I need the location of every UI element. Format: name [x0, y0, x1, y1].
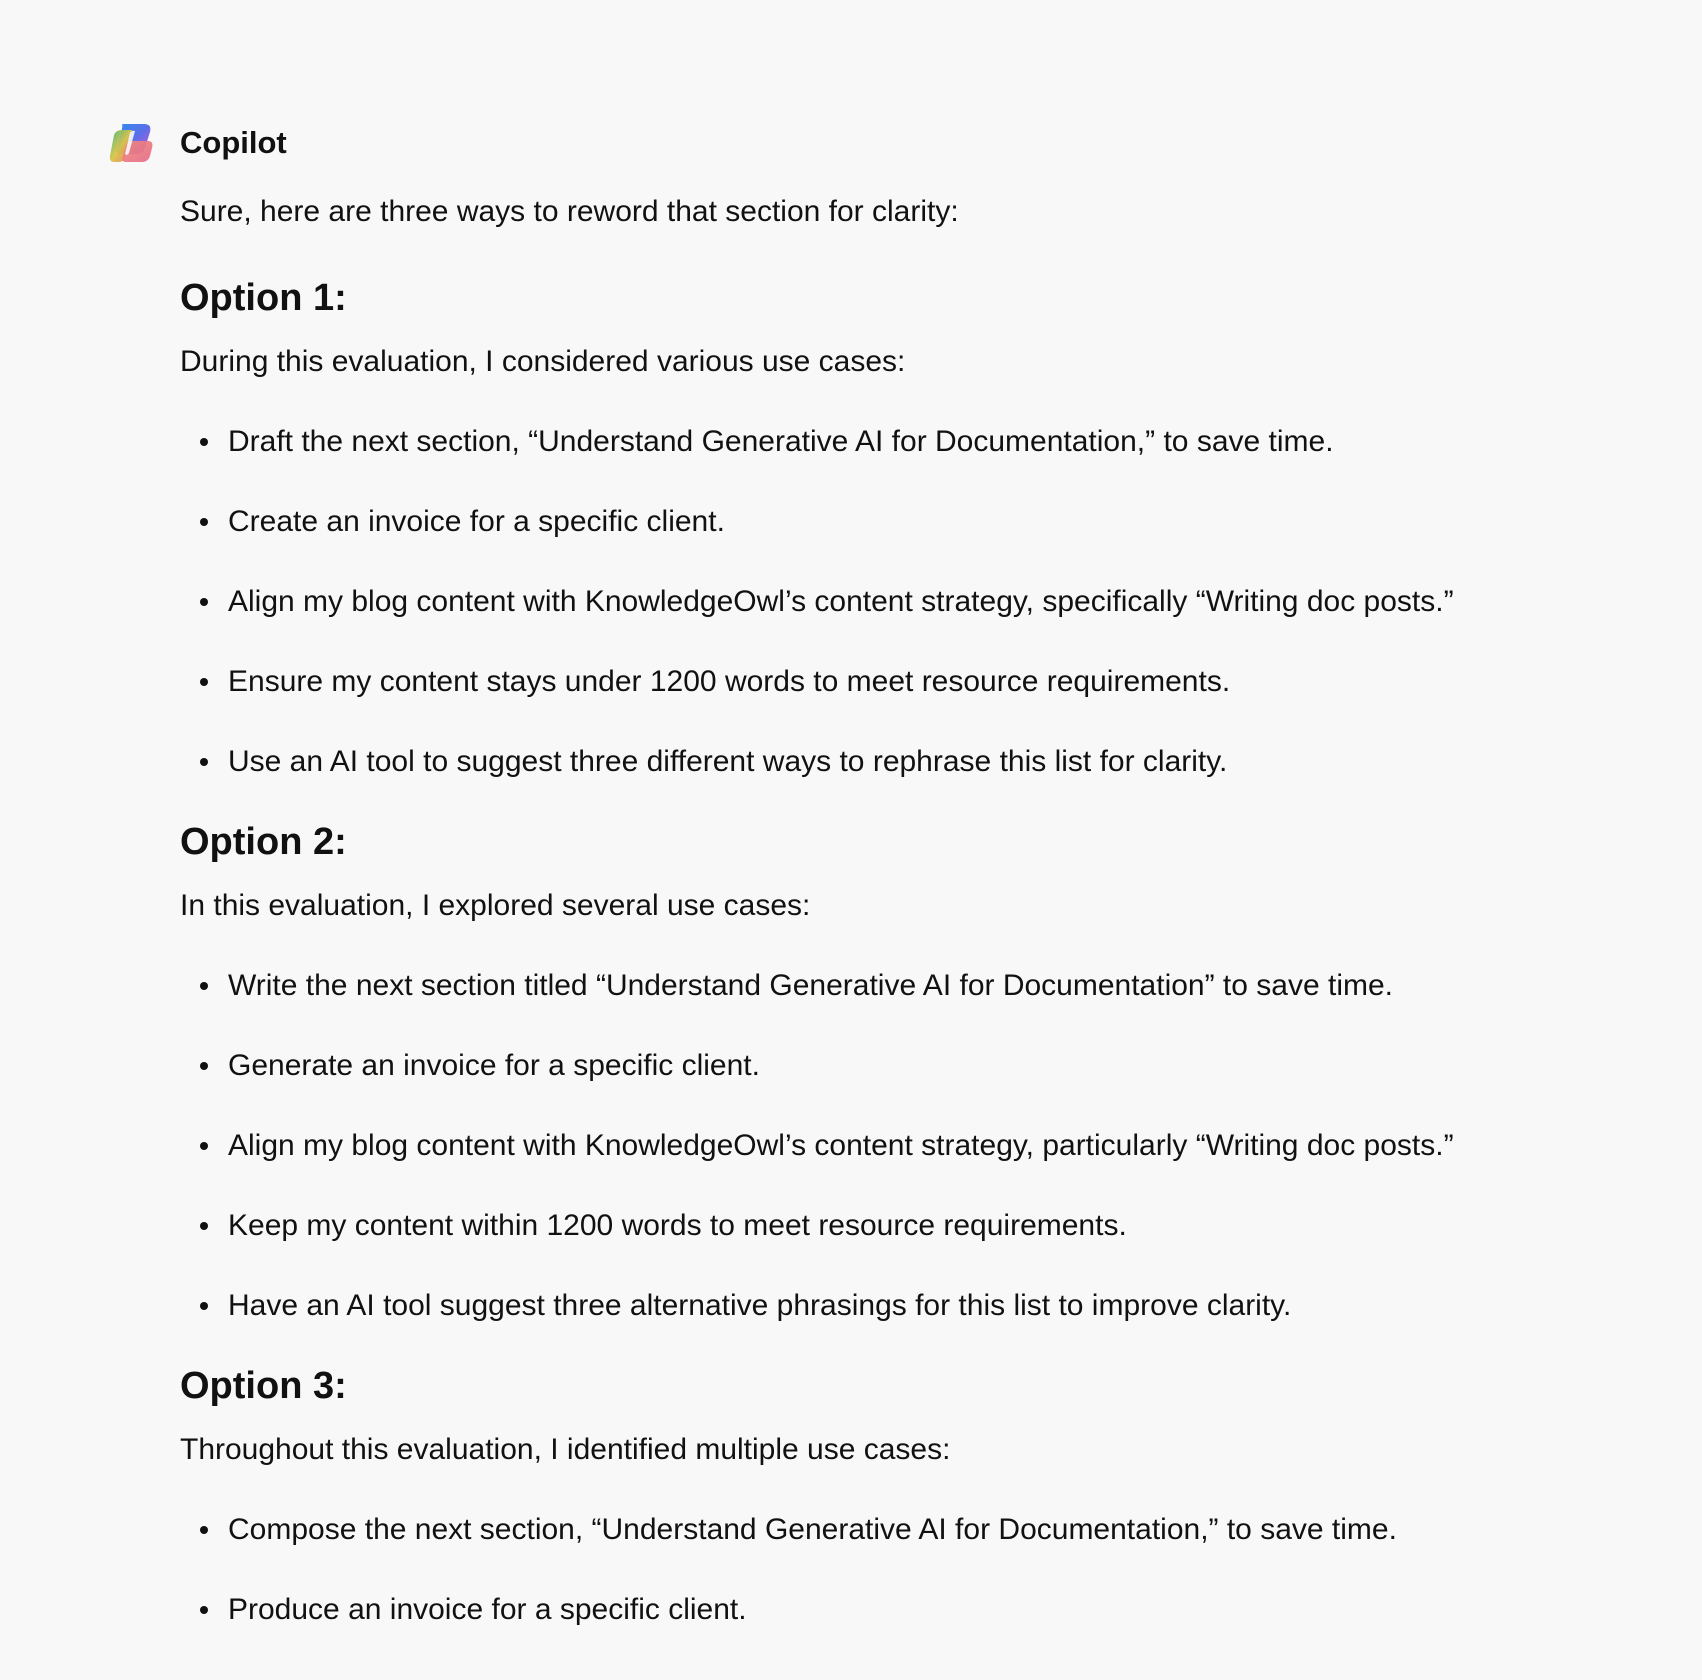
- option-lead-text: Throughout this evaluation, I identified multiple use cases:: [180, 1433, 951, 1466]
- list-item: [180, 1510, 1660, 1550]
- list-item: [180, 422, 1660, 462]
- option-list: [180, 422, 1660, 782]
- list-item-text: Create an invoice for a specific client.: [228, 505, 725, 538]
- bullet-icon: [180, 422, 228, 462]
- list-item-text: Have an AI tool suggest three alternative phrasings for this list to improve clarity.: [228, 1289, 1292, 1322]
- list-item-text: Ensure my content stays under 1200 words to meet resource requirements.: [228, 665, 1231, 698]
- list-item-text: Draft the next section, “Understand Generative AI for Documentation,” to save time.: [228, 425, 1334, 458]
- list-item: [180, 1126, 1660, 1166]
- list-item: [180, 1206, 1660, 1246]
- option-section: [180, 1362, 1660, 1630]
- bullet-icon: [180, 1206, 228, 1246]
- bullet-icon: [180, 1126, 228, 1166]
- list-item-text: Use an AI tool to suggest three different ways to rephrase this list for clarity.: [228, 745, 1228, 778]
- bullet-icon: [180, 1510, 228, 1550]
- list-item: [180, 1286, 1660, 1326]
- option-list: [180, 966, 1660, 1326]
- bullet-icon: [180, 966, 228, 1006]
- bullet-icon: [180, 742, 228, 782]
- list-item-text: Align my blog content with KnowledgeOwl’s content strategy, particularly “Writing doc posts.”: [228, 1129, 1454, 1162]
- option-heading: Option 3:: [180, 1365, 347, 1407]
- copilot-message: [107, 118, 1667, 1630]
- list-item-text: Write the next section titled “Understand Generative AI for Documentation” to save time.: [228, 969, 1394, 1002]
- list-item: [180, 582, 1660, 622]
- message-header: [107, 118, 1667, 168]
- option-lead-text: In this evaluation, I explored several use cases:: [180, 889, 811, 922]
- list-item-text: Keep my content within 1200 words to meet resource requirements.: [228, 1209, 1127, 1242]
- option-section: [180, 818, 1660, 1326]
- list-item-text: Produce an invoice for a specific client.: [228, 1593, 747, 1626]
- option-heading: Option 2:: [180, 821, 347, 863]
- list-item-text: Compose the next section, “Understand Generative AI for Documentation,” to save time.: [228, 1513, 1397, 1546]
- sender-name: Copilot: [180, 125, 287, 160]
- list-item: [180, 1590, 1660, 1630]
- bullet-icon: [180, 502, 228, 542]
- list-item: [180, 966, 1660, 1006]
- list-item-text: Generate an invoice for a specific client.: [228, 1049, 760, 1082]
- list-item-text: Align my blog content with KnowledgeOwl’s content strategy, specifically “Writing doc posts.”: [228, 585, 1454, 618]
- option-section: [180, 274, 1660, 782]
- list-item: [180, 502, 1660, 542]
- copilot-logo-icon: [107, 118, 157, 168]
- option-list: [180, 1510, 1660, 1630]
- list-item: [180, 1046, 1660, 1086]
- bullet-icon: [180, 1286, 228, 1326]
- bullet-icon: [180, 1590, 228, 1630]
- list-item: [180, 662, 1660, 702]
- intro-text: Sure, here are three ways to reword that section for clarity:: [180, 195, 959, 228]
- message-content: [180, 192, 1660, 1630]
- bullet-icon: [180, 662, 228, 702]
- option-heading: Option 1:: [180, 277, 347, 319]
- bullet-icon: [180, 582, 228, 622]
- option-lead-text: During this evaluation, I considered various use cases:: [180, 345, 906, 378]
- bullet-icon: [180, 1046, 228, 1086]
- list-item: [180, 742, 1660, 782]
